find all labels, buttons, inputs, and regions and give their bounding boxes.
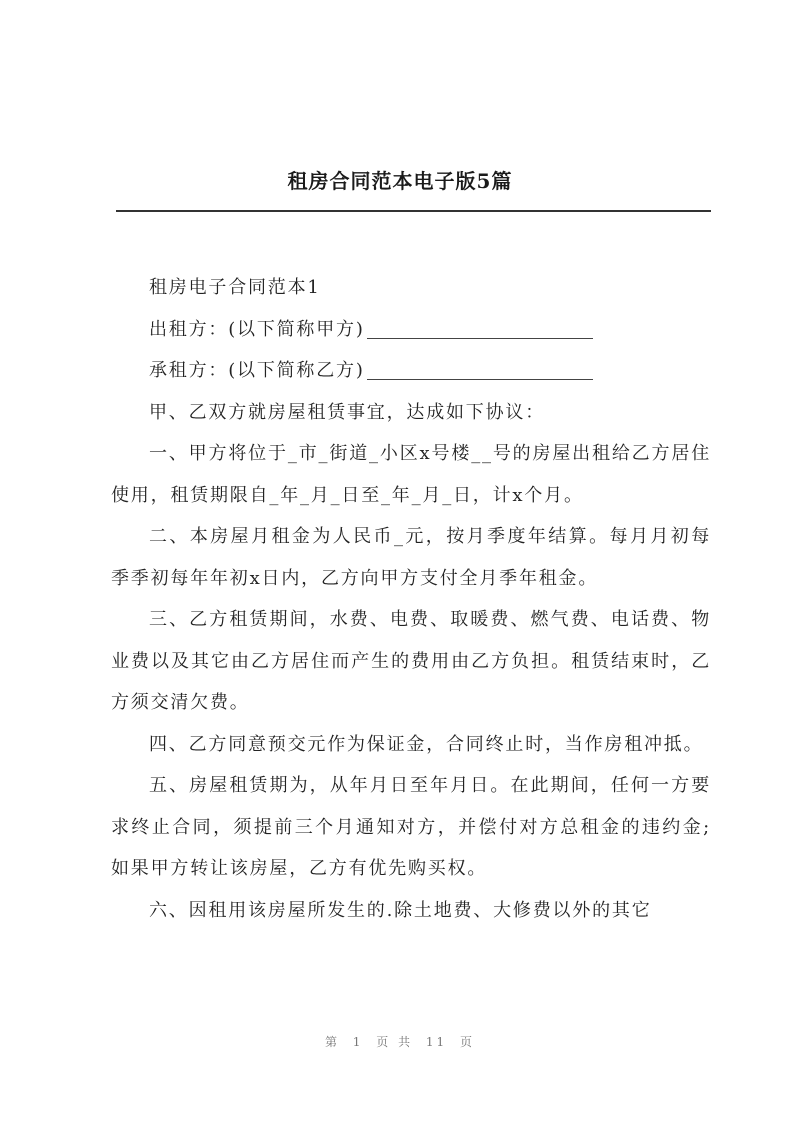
lessor-blank-field[interactable] (367, 318, 593, 339)
footer-label-total: 页 共 (376, 1035, 414, 1049)
paragraph-agreement (111, 392, 711, 434)
page-title: 租房合同范本电子版5篇 (287, 169, 513, 193)
paragraph-text: 甲、乙双方就房屋租赁事宜，达成如下协议： (149, 401, 545, 423)
paragraph-clause-4 (111, 724, 711, 766)
paragraph-text: 六、因租用该房屋所发生的.除土地费、大修费以外的其它 (149, 899, 652, 921)
paragraph-text: 承租方：(以下简称乙方) (149, 360, 365, 381)
footer-total-pages: 11 (425, 1035, 448, 1049)
paragraph-text: 一、甲方将位于_市_街道_小区x号楼__号的房屋出租给乙方居住使用，租赁期限自_年_月_日至_年_月_日，计x个月。 (111, 443, 711, 506)
footer-current-page: 1 (352, 1035, 364, 1049)
document-body (111, 267, 711, 931)
paragraph-lessee (111, 350, 711, 392)
paragraph-clause-1 (111, 433, 711, 516)
paragraph-text: 五、房屋租赁期为，从年月日至年月日。在此期间，任何一方要求终止合同，须提前三个月通知对方，并偿付对方总租金的违约金;如果甲方转让该房屋，乙方有优先购买权。 (111, 775, 711, 879)
footer-label-end: 页 (460, 1035, 476, 1049)
paragraph-clause-5 (111, 765, 711, 890)
paragraph-text: 四、乙方同意预交元作为保证金，合同终止时，当作房租冲抵。 (149, 733, 704, 755)
paragraph-text: 出租方：(以下简称甲方) (149, 318, 365, 340)
paragraph-text: 租房电子合同范本1 (149, 277, 321, 298)
lessee-blank-field[interactable] (367, 359, 593, 380)
paragraph-clause-2 (111, 516, 711, 599)
title-divider (116, 210, 711, 212)
paragraph-clause-3 (111, 599, 711, 724)
paragraph-text: 三、乙方租赁期间，水费、电费、取暖费、燃气费、电话费、物业费以及其它由乙方居住而产生的费用由乙方负担。租赁结束时，乙方须交清欠费。 (111, 609, 711, 713)
footer-label-page: 第 (324, 1035, 340, 1049)
page-footer (0, 1033, 800, 1050)
paragraph-clause-6 (111, 890, 711, 932)
paragraph-lessor (111, 309, 711, 351)
paragraph-heading (111, 267, 711, 309)
paragraph-text: 二、本房屋月租金为人民币_元，按月季度年结算。每月月初每季季初每年年初x日内，乙方向甲方支付全月季年租金。 (111, 526, 711, 589)
